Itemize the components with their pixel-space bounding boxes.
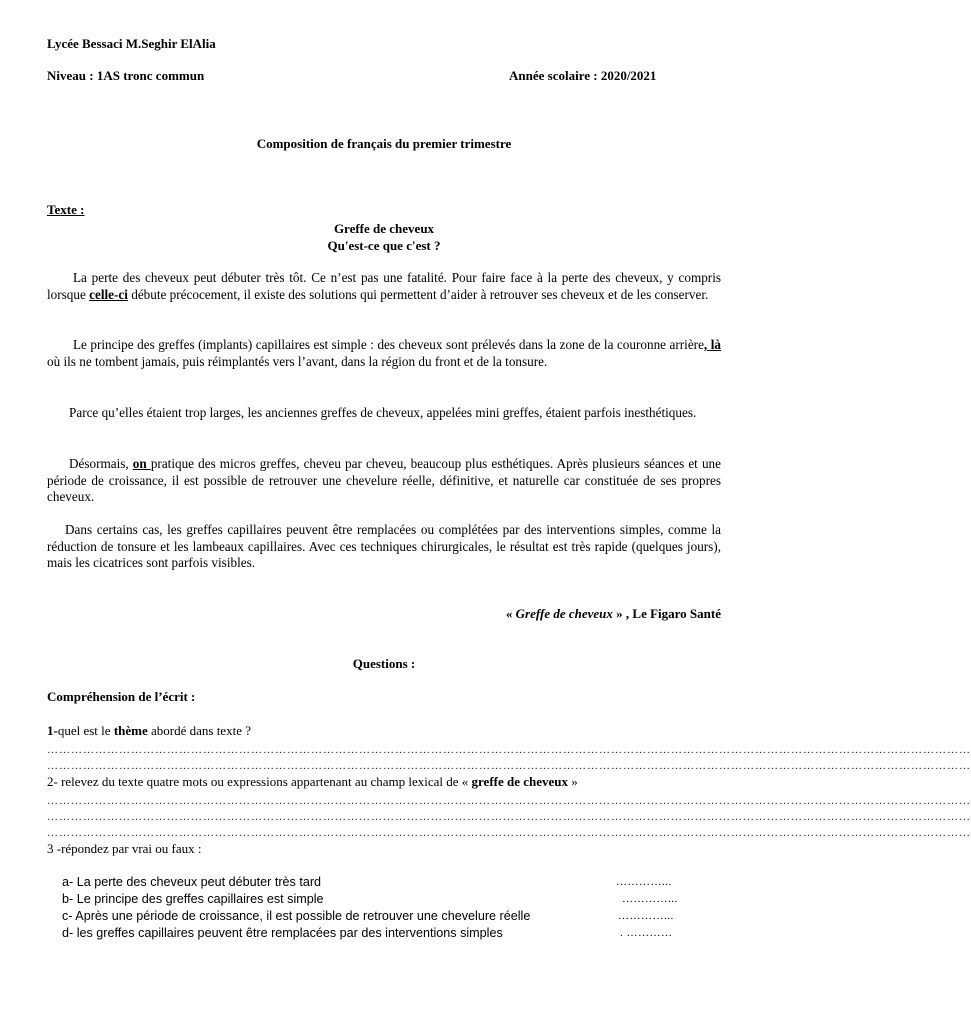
true-false-answer-a[interactable]: …………...: [616, 876, 672, 888]
p2-text-a: Le principe des greffes (implants) capillaires est simple : des cheveux sont prélevés dans la zone de la couronne arrière: [73, 337, 704, 352]
true-false-item-d: d- les greffes capillaires peuvent être remplacées par des interventions simples: [62, 926, 503, 940]
p1-text-a: La perte des cheveux peut débuter très tôt. Ce n’est pas une fatalité. Pour faire face à la perte des cheveux, y compris lorsque: [47, 270, 721, 302]
p5-text: Dans certains cas, les greffes capillaires peuvent être remplacées ou complétées par des interventions simples, comme la réduction de tonsure et les lambeaux capillaires. Avec ces techniques chirurgicales, le résultat est très rapide (quelques jours), mais les cicatrices sont parfois visibles.: [47, 522, 721, 571]
q2-text-c: »: [568, 774, 578, 789]
p2-underlined: , là: [703, 337, 721, 352]
true-false-item-c: c- Après une période de croissance, il est possible de retrouver une chevelure réelle: [62, 909, 531, 923]
question-3: 3 -répondez par vrai ou faux :: [47, 841, 202, 856]
answer-line[interactable]: ……………………………………………………………………………………………………………………………………………………………………………………………………………: [47, 744, 971, 756]
level-label: Niveau : 1AS tronc commun: [47, 68, 205, 83]
true-false-answer-b[interactable]: …………...: [622, 893, 678, 905]
source-title: Greffe de cheveux: [515, 606, 613, 621]
q2-text-a: 2- relevez du texte quatre mots ou expressions appartenant au champ lexical de «: [47, 774, 472, 789]
true-false-item-a: a- La perte des cheveux peut débuter très tard: [62, 875, 322, 889]
school-name: Lycée Bessaci M.Seghir ElAlia: [47, 36, 216, 51]
p4-text-a: Désormais,: [69, 456, 133, 471]
p1-underlined: celle-ci: [89, 286, 128, 302]
p2-text-b: où ils ne tombent jamais, puis réimplantés vers l’avant, dans la région du front et de la tonsure.: [47, 353, 548, 369]
text-title-line-2: Qu'est-ce que c'est ?: [327, 238, 441, 253]
paragraph-5: [47, 522, 721, 572]
paragraph-2: [47, 337, 721, 370]
question-2: [47, 774, 578, 790]
q1-number: 1-: [47, 723, 58, 738]
question-1: [47, 723, 251, 739]
text-source: [506, 606, 721, 622]
q1-keyword: thème: [113, 723, 148, 738]
q1-text-a: quel est le: [57, 723, 114, 738]
p1-text-b: débute précocement, il existe des solutions qui permettent d’aider à retrouver ses cheveux et de les conserver.: [127, 286, 709, 302]
text-title-line-1: Greffe de cheveux: [333, 221, 435, 236]
text-title: [0, 220, 768, 254]
true-false-answer-d[interactable]: . …………: [620, 927, 673, 939]
q2-keyword: greffe de cheveux: [471, 774, 569, 789]
answer-line[interactable]: ……………………………………………………………………………………………………………………………………………………………………………………………………………: [47, 760, 971, 772]
source-publisher: » , Le Figaro Santé: [612, 606, 721, 621]
paragraph-4: [47, 456, 721, 506]
p4-text-b: pratique des micros greffes, cheveu par cheveu, beaucoup plus esthétiques. Après plusieurs séances et une période de croissance, il est possible de retrouver une chevelure réelle, définitive, et naturelle car constituée de ses propres cheveux.: [47, 456, 721, 505]
source-open: «: [505, 606, 516, 621]
true-false-item-b: b- Le principe des greffes capillaires est simple: [62, 892, 324, 906]
p4-underlined: on: [132, 456, 151, 471]
texte-label: Texte :: [47, 202, 85, 217]
answer-line[interactable]: ……………………………………………………………………………………………………………………………………………………………………………………………………………: [47, 795, 971, 807]
true-false-answer-c[interactable]: …………...: [618, 910, 674, 922]
comprehension-title: Compréhension de l’écrit :: [47, 689, 196, 704]
composition-title: Composition de français du premier trimestre: [256, 136, 512, 151]
paragraph-1: [47, 270, 721, 303]
school-year: Année scolaire : 2020/2021: [509, 68, 657, 83]
paragraph-3: [47, 405, 721, 422]
answer-line[interactable]: ……………………………………………………………………………………………………………………………………………………………………………………………………………: [47, 827, 971, 839]
q1-text-c: abordé dans texte ?: [147, 723, 251, 738]
p3-text: Parce qu’elles étaient trop larges, les anciennes greffes de cheveux, appelées mini greffes, étaient parfois inesthétiques.: [69, 405, 697, 420]
answer-line[interactable]: ……………………………………………………………………………………………………………………………………………………………………………………………………………: [47, 811, 971, 823]
questions-title: Questions :: [352, 656, 416, 671]
